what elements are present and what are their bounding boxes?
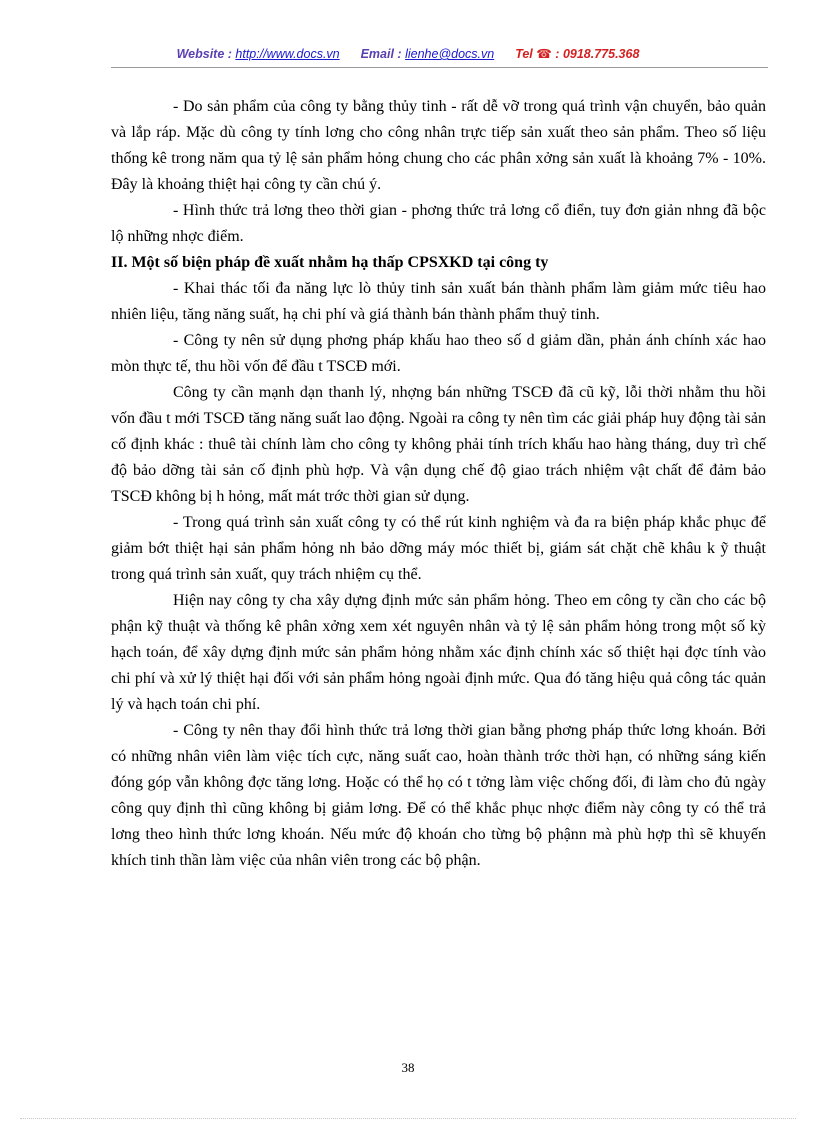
paragraph-6: - Trong quá trình sản xuất công ty có thể rút kinh nghiệm và đa ra biện pháp khắc phục để giảm bớt thiệt hại sản phẩm hỏng nh bảo dỡng máy móc thiết bị, giám sát chặt chẽ khâu k ỹ thuật trong quá trình sản xuất, quy trách nhiệm cụ thể.: [111, 514, 766, 583]
header-divider: [111, 67, 768, 68]
section-heading: II. Một số biện pháp đề xuất nhằm hạ thấp CPSXKD tại công ty: [111, 254, 549, 271]
phone-number: 0918.775.368: [562, 47, 640, 61]
paragraph-7: Hiện nay công ty cha xây dựng định mức sản phẩm hỏng. Theo em công ty cần cho các bộ phận kỹ thuật và thống kê phân xởng xem xét nguyên nhân và tỷ lệ sản phẩm hỏng trong một số kỳ hạch toán, để xây dựng định mức sản phẩm hỏng nhằm xác định chính xác số thiệt hại đợc tính vào chi phí và xử lý thiệt hại đối với sản phẩm hỏng ngoài định mức. Qua đó tăng hiệu quả công tác quản lý và hạch toán chi phí.: [111, 592, 766, 713]
document-body: [111, 94, 766, 874]
page-header: [0, 46, 816, 61]
page-number: 38: [401, 1060, 415, 1075]
paragraph-2: - Hình thức trả lơng theo thời gian - phơng thức trả lơng cổ điển, tuy đơn giản nhng đã bộc lộ những nhợc điểm.: [111, 202, 766, 245]
paragraph-3: - Khai thác tối đa năng lực lò thủy tinh sản xuất bán thành phẩm làm giảm mức tiêu hao nhiên liệu, tăng năng suất, hạ chi phí và giá thành bán thành phẩm thuỷ tinh.: [111, 280, 766, 323]
paragraph-1: - Do sản phẩm của công ty bằng thủy tinh - rất dễ vỡ trong quá trình vận chuyển, bảo quản và lắp ráp. Mặc dù công ty tính lơng cho công nhân trực tiếp sản xuất theo sản phẩm. Theo số liệu thống kê trong năm qua tỷ lệ sản phẩm hỏng chung cho các phân xởng sản xuất là khoảng 7% - 10%. Đây là khoảng thiệt hại công ty cần chú ý.: [111, 98, 766, 193]
page-bottom-divider: [20, 1118, 796, 1119]
email-link[interactable]: lienhe@docs.vn: [405, 47, 495, 61]
phone-label: Tel ☎ :: [515, 47, 560, 61]
paragraph-5: Công ty cần mạnh dạn thanh lý, nhợng bán những TSCĐ đã cũ kỹ, lỗi thời nhằm thu hồi vốn đầu t mới TSCĐ tăng năng suất lao động. Ngoài ra công ty nên tìm các giải pháp huy động tài sản cố định khác : thuê tài chính làm cho công ty không phải tính trích khấu hao hàng tháng, duy trì chế độ bảo dỡng tài sản cố định phù hợp. Và vận dụng chế độ giao trách nhiệm vật chất để đảm bảo TSCĐ không bị h hỏng, mất mát trớc thời gian sử dụng.: [111, 384, 766, 505]
paragraph-8: - Công ty nên thay đổi hình thức trả lơng thời gian bằng phơng pháp thức lơng khoán. Bởi có những nhân viên làm việc tích cực, năng suất cao, hoàn thành trớc thời hạn, có những sáng kiến đóng góp vẫn không đợc tăng lơng. Hoặc có thể họ có t tởng làm việc chống đối, đi làm cho đủ ngày công quy định thì cũng không bị giảm lơng. Để có thể khắc phục nhợc điểm này công ty có thể trả lơng theo hình thức lơng khoán. Nếu mức độ khoán cho từng bộ phậnn mà phù hợp thì sẽ khuyến khích tinh thần làm việc của nhân viên trong các bộ phận.: [111, 722, 766, 869]
email-label: Email :: [360, 47, 402, 61]
website-label: Website :: [176, 47, 232, 61]
paragraph-4: - Công ty nên sử dụng phơng pháp khấu hao theo số d giảm dần, phản ánh chính xác hao mòn thực tế, thu hồi vốn để đầu t TSCĐ mới.: [111, 332, 766, 375]
website-link[interactable]: http://www.docs.vn: [235, 47, 340, 61]
